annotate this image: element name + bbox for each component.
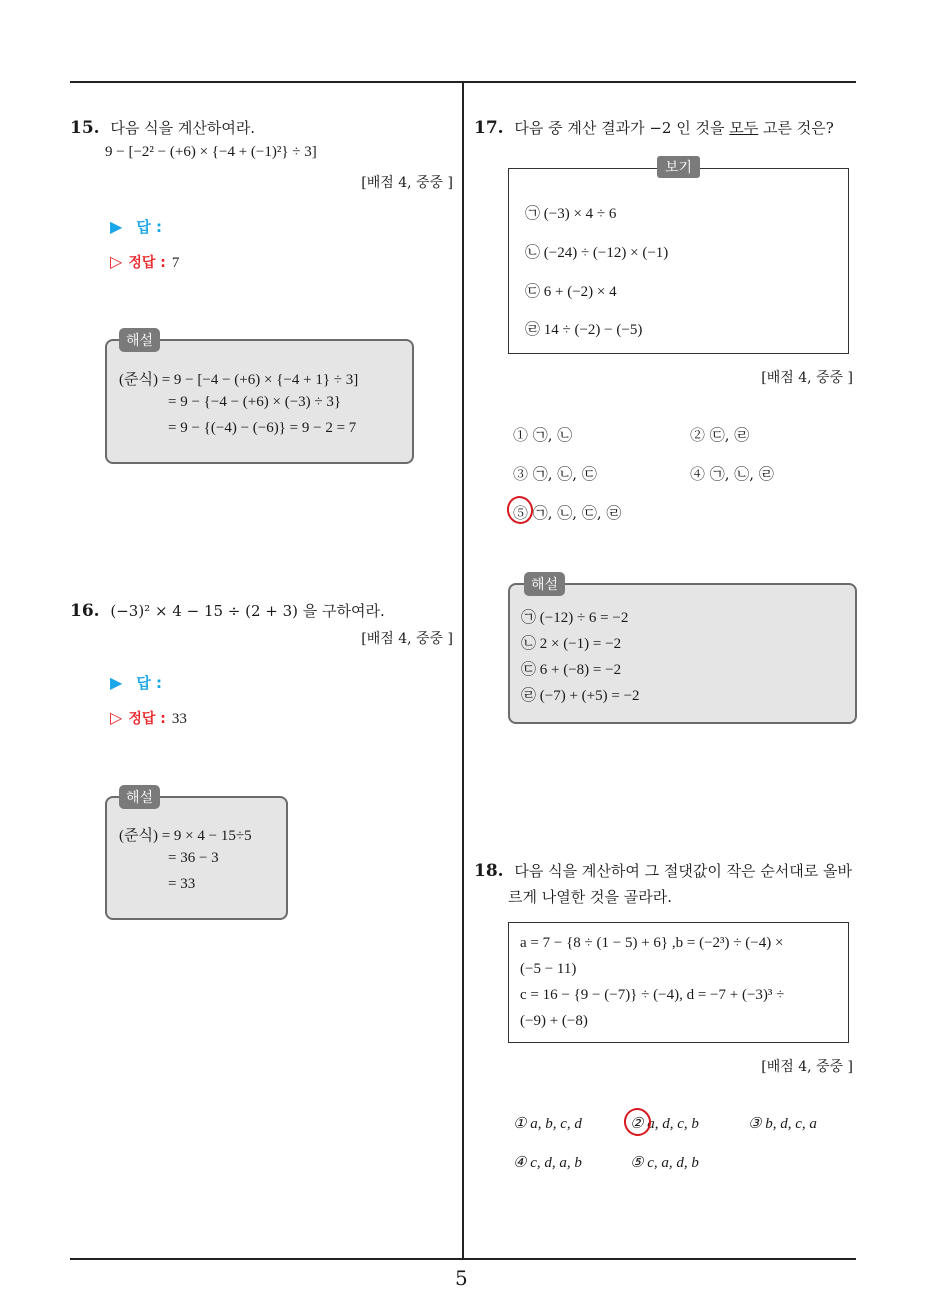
question-text-emphasis: 모두	[729, 119, 759, 137]
bogi-item: ㉠ (−3) × 4 ÷ 6	[525, 206, 617, 222]
explanation-line: = 36 − 3	[168, 850, 219, 866]
choice-3[interactable]: ③ b, d, c, a	[748, 1116, 817, 1132]
answer-label: 답 :	[136, 674, 163, 692]
explanation-line: ㉢ 6 + (−8) = −2	[521, 662, 622, 678]
correct-answer-row	[110, 708, 187, 728]
explanation-line: = 9 − {−4 − (+6) × (−3) ÷ 3}	[168, 394, 342, 410]
bogi-item: ㉡ (−24) ÷ (−12) × (−1)	[525, 245, 669, 261]
score-label: [배점 4, 중중 ]	[361, 631, 453, 647]
question-number: 17.	[474, 118, 504, 138]
choice-4[interactable]: ④ ㉠, ㉡, ㉣	[690, 465, 774, 483]
explanation-line: (준식) = 9 × 4 − 15÷5	[119, 828, 252, 844]
score-label: [배점 4, 중중 ]	[761, 370, 853, 386]
question-number: 16.	[70, 601, 100, 621]
explanation-line: ㉡ 2 × (−1) = −2	[521, 636, 622, 652]
explanation-tag: 해설	[524, 572, 565, 596]
question-text: 다음 중 계산 결과가 −2 인 것을	[514, 119, 730, 137]
choice-3[interactable]: ③ ㉠, ㉡, ㉢	[513, 465, 597, 483]
bottom-rule	[70, 1258, 856, 1260]
choice-5[interactable]: ⑤ ㉠, ㉡, ㉢, ㉣	[513, 504, 622, 522]
explanation-tag: 해설	[119, 328, 160, 352]
question-18-continued: 르게 나열한 것을 골라라.	[508, 888, 672, 906]
question-text: 고른 것은?	[758, 119, 834, 137]
question-17	[474, 115, 834, 141]
question-18	[474, 858, 852, 884]
bogi-item: ㉣ 14 ÷ (−2) − (−5)	[525, 322, 643, 338]
question-16	[70, 598, 385, 624]
answer-input-row[interactable]	[110, 216, 162, 237]
condition-line: (−5 − 11)	[520, 961, 577, 977]
bogi-tag: 보기	[657, 156, 700, 178]
choice-4[interactable]: ④ c, d, a, b	[513, 1155, 582, 1171]
choice-1[interactable]: ① a, b, c, d	[513, 1116, 582, 1132]
outline-triangle-right-icon: ▷	[110, 708, 123, 727]
filled-triangle-right-icon: ▶	[110, 673, 123, 692]
question-number: 15.	[70, 118, 100, 138]
question-number: 18.	[474, 861, 504, 881]
score-label: [배점 4, 중중 ]	[761, 1059, 853, 1075]
page-number: 5	[455, 1266, 468, 1290]
explanation-line: (준식) = 9 − [−4 − (+6) × {−4 + 1} ÷ 3]	[119, 372, 359, 388]
answer-input-row[interactable]	[110, 672, 162, 693]
explanation-tag: 해설	[119, 785, 160, 809]
question-15	[70, 115, 255, 141]
bogi-item: ㉢ 6 + (−2) × 4	[525, 284, 617, 300]
condition-line: c = 16 − {9 − (−7)} ÷ (−4), d = −7 + (−3)³ ÷	[520, 987, 785, 1003]
correct-answer-value: 7	[171, 255, 180, 271]
score-label: [배점 4, 중중 ]	[361, 175, 453, 191]
explanation-line: = 33	[168, 876, 196, 892]
explanation-line: ㉣ (−7) + (+5) = −2	[521, 688, 640, 704]
question-15-expression: 9 − [−2² − (+6) × {−4 + (−1)²} ÷ 3]	[105, 144, 317, 160]
correct-answer-row	[110, 252, 179, 272]
correct-answer-label: 정답 :	[128, 255, 166, 271]
correct-answer-value: 33	[171, 711, 187, 727]
choice-2[interactable]: ② a, d, c, b	[630, 1116, 699, 1132]
condition-line: a = 7 − {8 ÷ (1 − 5) + 6} ,b = (−2³) ÷ (−4) ×	[520, 935, 784, 951]
outline-triangle-right-icon: ▷	[110, 252, 123, 271]
selected-answer-mark	[621, 1105, 654, 1139]
choice-1[interactable]: ① ㉠, ㉡	[513, 426, 573, 444]
column-divider	[462, 82, 464, 1259]
question-text: 다음 식을 계산하여라.	[110, 119, 256, 137]
choice-2[interactable]: ② ㉢, ㉣	[690, 426, 750, 444]
condition-line: (−9) + (−8)	[520, 1013, 588, 1029]
choice-5[interactable]: ⑤ c, a, d, b	[630, 1155, 699, 1171]
answer-label: 답 :	[136, 218, 163, 236]
filled-triangle-right-icon: ▶	[110, 217, 123, 236]
correct-answer-label: 정답 :	[128, 711, 166, 727]
question-text: (−3)² × 4 − 15 ÷ (2 + 3) 을 구하여라.	[110, 602, 385, 620]
explanation-line: ㉠ (−12) ÷ 6 = −2	[521, 610, 629, 626]
explanation-line: = 9 − {(−4) − (−6)} = 9 − 2 = 7	[168, 420, 357, 436]
question-text: 다음 식을 계산하여 그 절댓값이 작은 순서대로 올바	[514, 862, 853, 880]
